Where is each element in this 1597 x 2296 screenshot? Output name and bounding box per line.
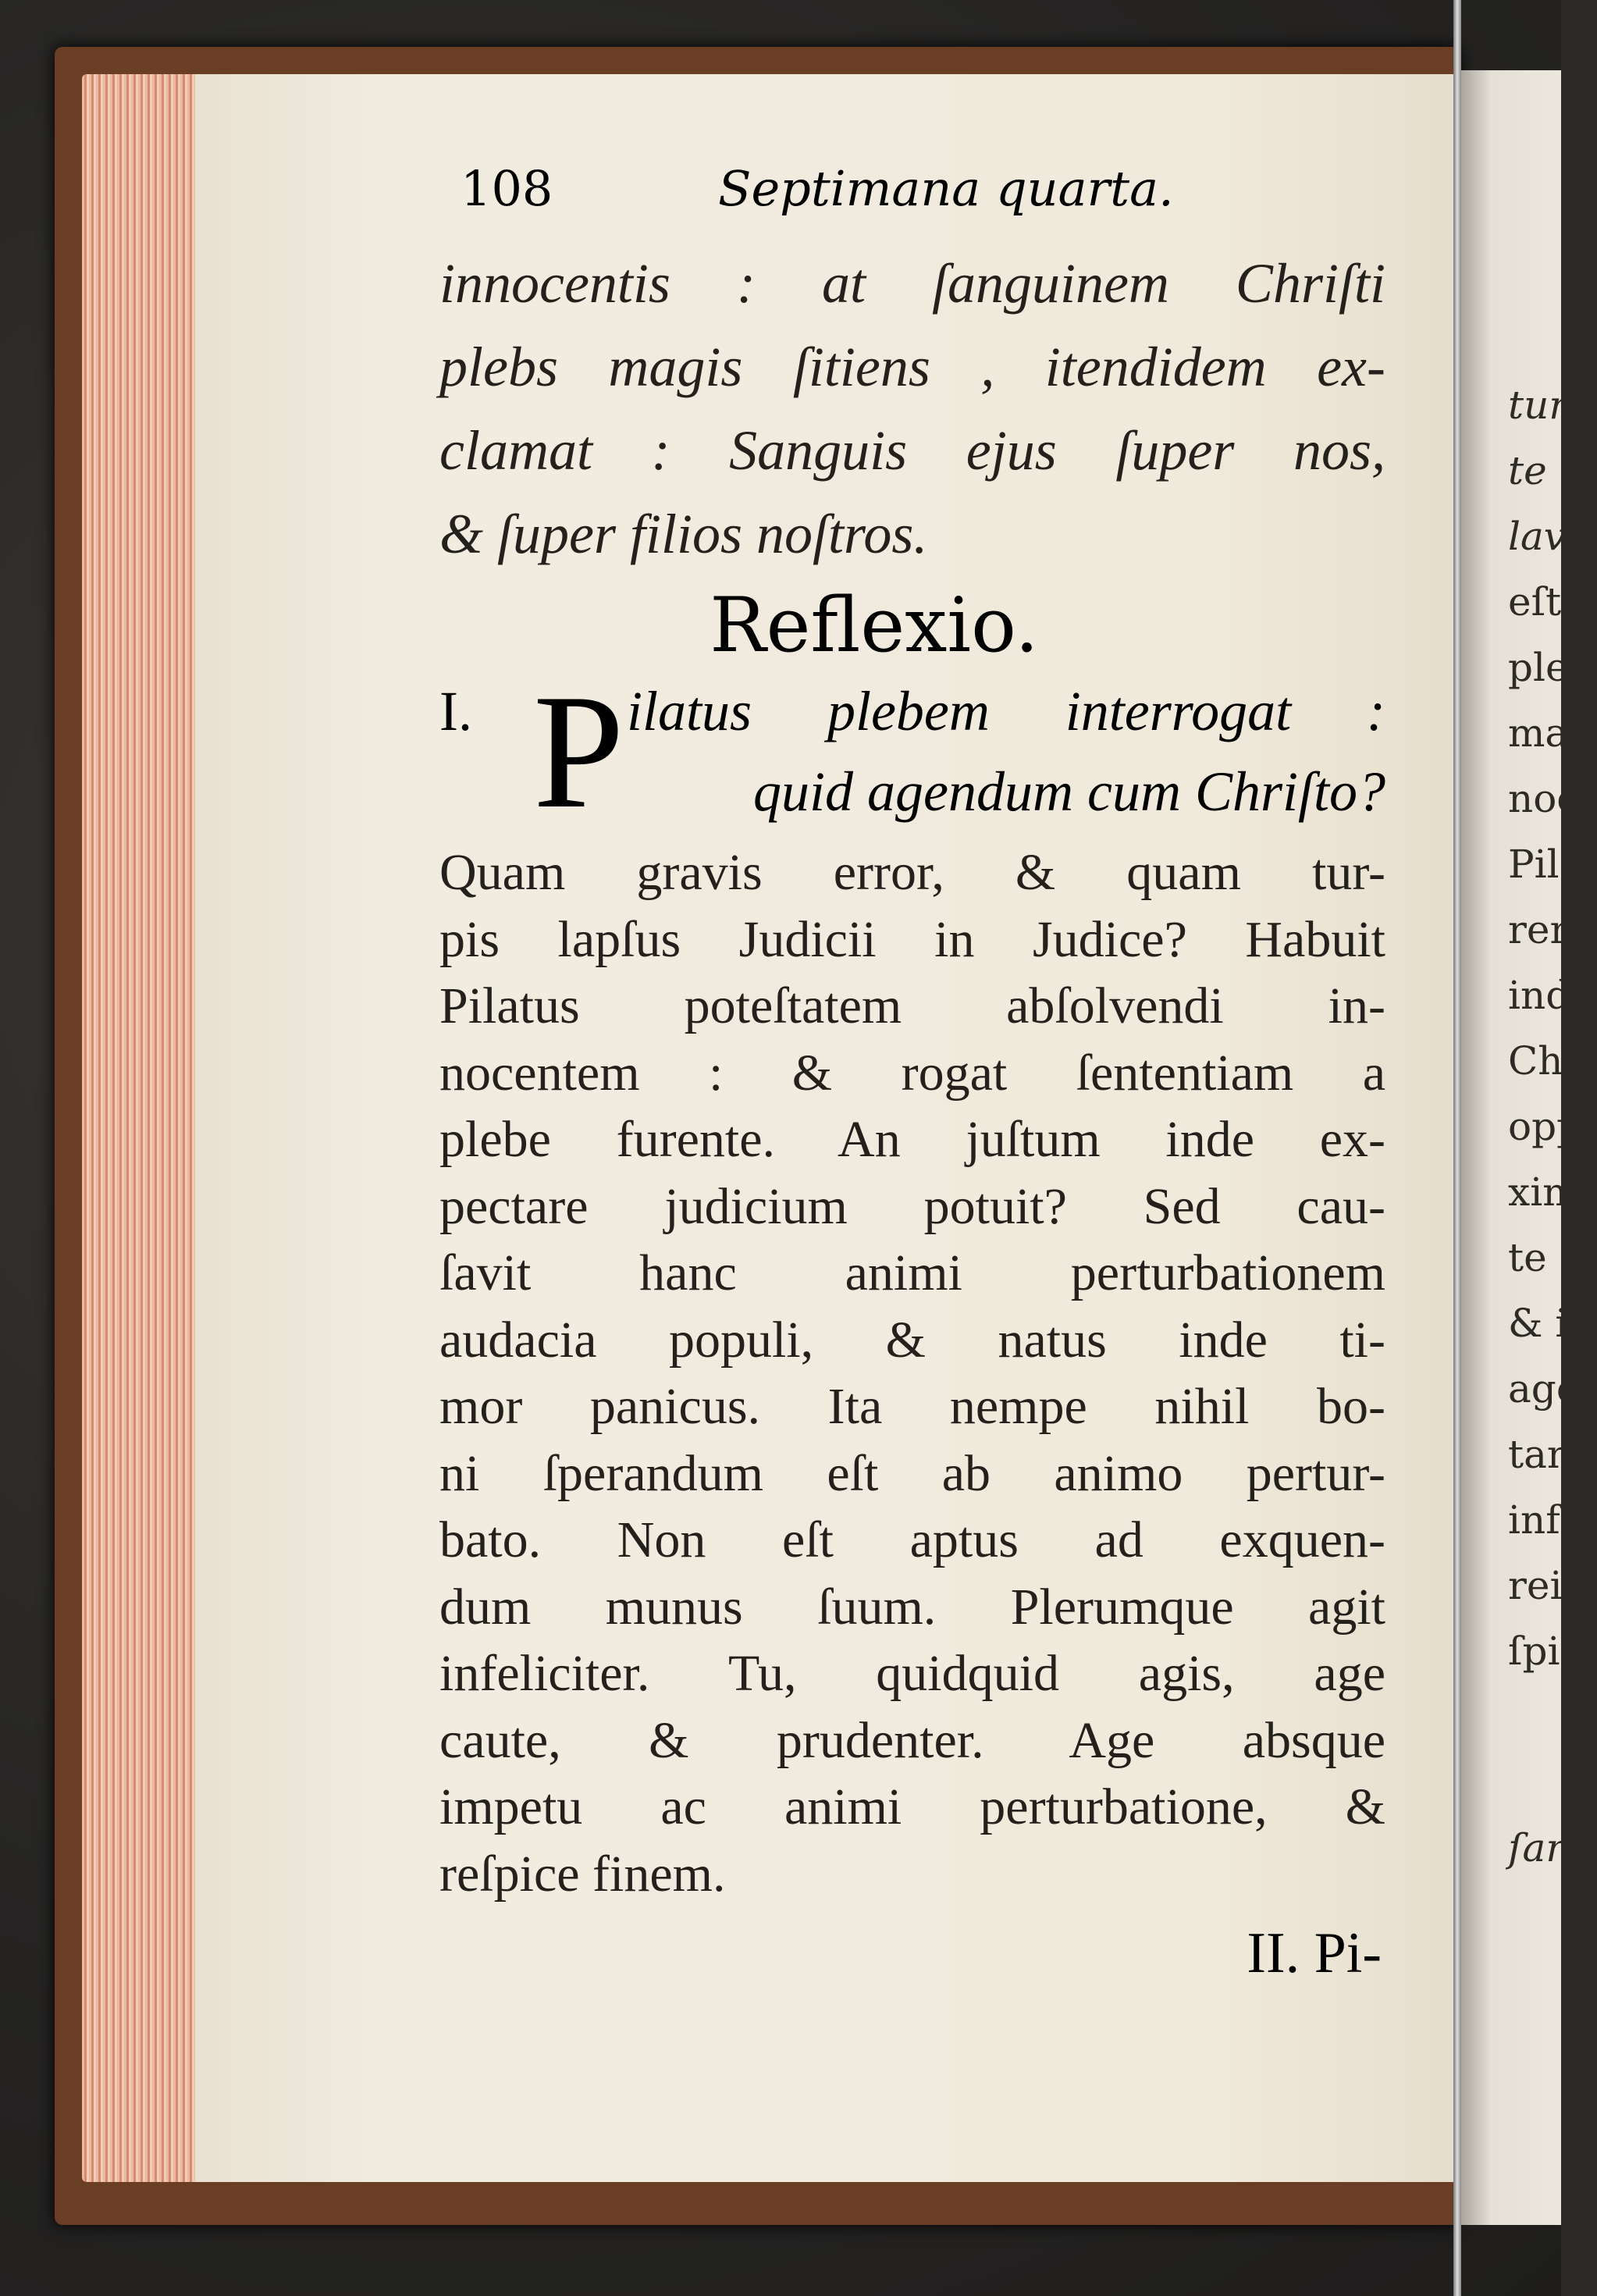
text-line: pectare judicium potuit? Sed cau- [439, 1177, 1385, 1235]
page-number: 108 [461, 160, 553, 217]
facing-page-line: Pila [1508, 842, 1583, 887]
text-line: infeliciter. Tu, quidquid agis, age [439, 1645, 1385, 1702]
drop-cap: P [533, 661, 624, 842]
facing-page-line: rei [1508, 1563, 1563, 1608]
text-line: ſavit hanc animi perturbationem [439, 1244, 1385, 1301]
facing-page-line: ſan [1508, 1825, 1571, 1871]
page-edges [82, 74, 207, 2182]
glass-plate-edge [1453, 0, 1461, 2296]
facing-page-line: te [1508, 1235, 1547, 1280]
facing-page-line: tan [1508, 1432, 1573, 1477]
section-heading: Reflexio. [710, 582, 1039, 669]
facing-page-line: & i [1508, 1301, 1568, 1346]
facing-page-line: Ch [1508, 1038, 1563, 1084]
text-line: ni ſperandum eſt ab animo pertur- [439, 1444, 1385, 1502]
text-line: impetu ac animi perturbatione, & [439, 1778, 1385, 1835]
facing-page-line: opp [1508, 1104, 1582, 1149]
facing-page-line: pleb [1508, 645, 1594, 690]
text-line: reſpice finem. [439, 1845, 726, 1903]
text-line: caute, & prudenter. Age absque [439, 1711, 1385, 1769]
text-line: dum munus ſuum. Plerumque agit [439, 1578, 1385, 1636]
facing-page-line: lava [1508, 514, 1589, 559]
facing-page-line: rent [1508, 907, 1591, 952]
italic-passage [439, 242, 1385, 576]
text-line: nocentem : & rogat ſententiam a [439, 1044, 1385, 1102]
text-line: plebe furente. An juſtum inde ex- [439, 1111, 1385, 1168]
facing-page [1461, 70, 1597, 2225]
text-line: & ſuper filios noſtros. [439, 503, 928, 565]
text-line: Quam gravis error, & quam tur- [439, 844, 1385, 901]
text-line: bato. Non eſt aptus ad exquen- [439, 1511, 1385, 1568]
text-line: ilatus plebem interrogat : [627, 680, 1385, 742]
text-line: plebs magis ſitiens , itendidem ex- [439, 336, 1385, 398]
text-line: Pilatus poteſtatem abſolvendi in- [439, 977, 1385, 1034]
facing-page-line: tur ſ [1508, 383, 1595, 428]
body-text [439, 839, 1385, 1907]
text-line: mor panicus. Ita nempe nihil bo- [439, 1378, 1385, 1435]
text-line: audacia populi, & natus inde ti- [439, 1311, 1385, 1369]
facing-page-line: mar [1508, 710, 1588, 756]
facing-page-line: age [1508, 1366, 1580, 1411]
facing-page-line: te in [1508, 448, 1597, 493]
facing-page-line: eſt [1508, 579, 1562, 625]
text-line: pis lapſus Judicii in Judice? Habuit [439, 910, 1385, 968]
running-title: Septimana quarta. [718, 160, 1174, 217]
catchword: II. Pi- [1247, 1921, 1382, 1985]
text-line: innocentis : at ſanguinem Chriſti [439, 252, 1385, 315]
facing-page-line: inf [1508, 1497, 1560, 1543]
facing-page-line: noc [1508, 776, 1579, 821]
text-line: quid agendum cum Chriſto? [753, 760, 1385, 823]
text-line: clamat : Sanguis ejus ſuper nos, [439, 419, 1385, 482]
facing-page-line: ſpi [1508, 1629, 1560, 1674]
facing-page-line: xim [1508, 1169, 1580, 1215]
facing-page-line: ind [1508, 973, 1571, 1018]
section-number: I. [439, 680, 472, 742]
